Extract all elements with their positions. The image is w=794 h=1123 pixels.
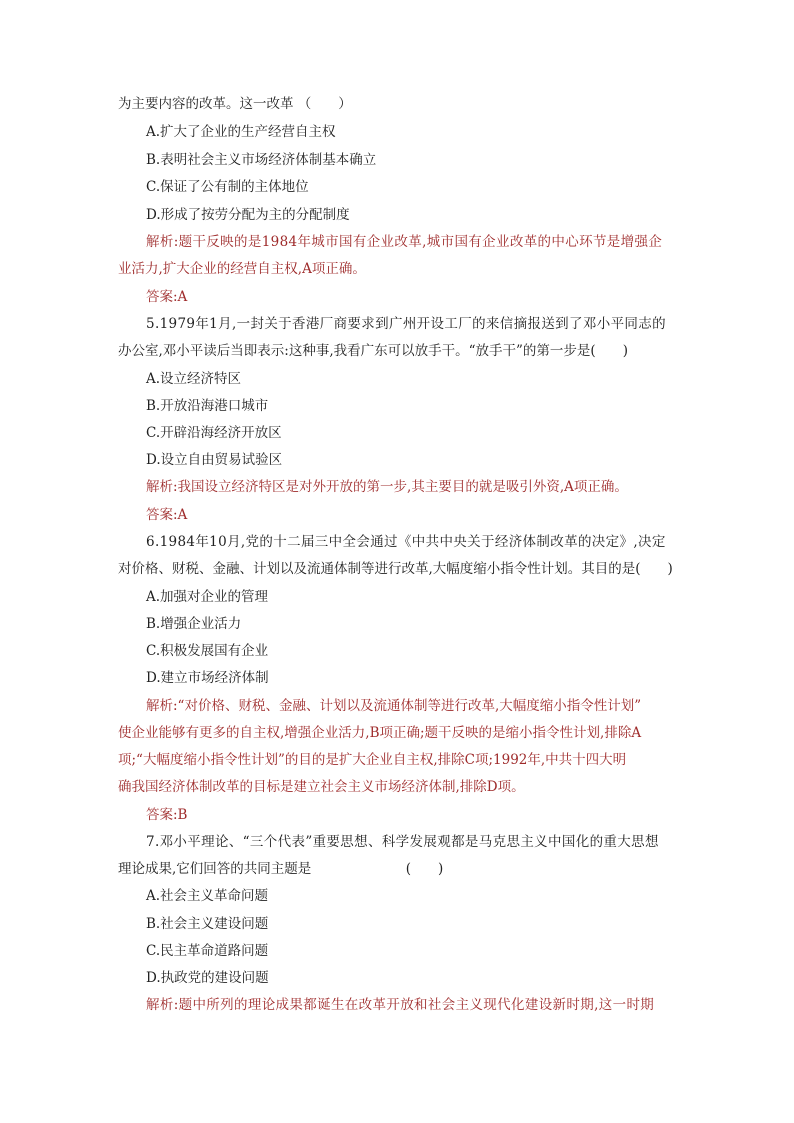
q6-stem-line: 6.1984年10月,党的十二届三中全会通过《中共中央关于经济体制改革的决定》,决定 xyxy=(146,534,666,550)
q6-analysis-line: 解析:“对价格、财税、金融、计划以及流通体制等进行改革,大幅度缩小指令性计划” xyxy=(146,698,642,714)
q7-option-d: D.执政党的建设问题 xyxy=(146,970,269,986)
q4-option-c: C.保证了公有制的主体地位 xyxy=(146,179,309,195)
q5-stem-line: 5.1979年1月,一封关于香港厂商要求到广州开设工厂的来信摘报送到了邓小平同志的 xyxy=(146,316,666,332)
q5-answer: 答案:A xyxy=(146,507,188,523)
q7-stem-line: 7.邓小平理论、“三个代表”重要思想、科学发展观都是马克思主义中国化的重大思想 xyxy=(146,834,659,850)
q7-stem-line: 理论成果,它们回答的共同主题是 ( ) xyxy=(118,861,444,877)
q5-option-b: B.开放沿海港口城市 xyxy=(146,398,269,414)
q6-option-c: C.积极发展国有企业 xyxy=(146,643,269,659)
q4-answer: 答案:A xyxy=(146,289,188,305)
q4-option-b: B.表明社会主义市场经济体制基本确立 xyxy=(146,152,377,168)
q7-option-c: C.民主革命道路问题 xyxy=(146,943,269,959)
q4-analysis-line: 业活力,扩大企业的经营自主权,A项正确。 xyxy=(118,261,366,277)
q4-analysis-line: 解析:题干反映的是1984年城市国有企业改革,城市国有企业改革的中心环节是增强企 xyxy=(146,234,663,250)
q5-stem-line: 办公室,邓小平读后当即表示:这种事,我看广东可以放手干。“放手干”的第一步是( ) xyxy=(118,343,628,359)
q6-option-a: A.加强对企业的管理 xyxy=(146,589,269,605)
q7-analysis-line: 解析:题中所列的理论成果都诞生在改革开放和社会主义现代化建设新时期,这一时期 xyxy=(146,997,655,1013)
q5-analysis-line: 解析:我国设立经济特区是对外开放的第一步,其主要目的就是吸引外资,A项正确。 xyxy=(146,479,628,495)
q4-option-d: D.形成了按劳分配为主的分配制度 xyxy=(146,207,350,223)
q6-analysis-line: 使企业能够有更多的自主权,增强企业活力,B项正确;题干反映的是缩小指令性计划,排除A xyxy=(118,725,642,741)
q6-option-d: D.建立市场经济体制 xyxy=(146,670,269,686)
q6-analysis-line: 项;“大幅度缩小指令性计划”的目的是扩大企业自主权,排除C项;1992年,中共十四大明 xyxy=(118,752,627,768)
q6-stem-line: 对价格、财税、金融、计划以及流通体制等进行改革,大幅度缩小指令性计划。其目的是( ) xyxy=(118,561,673,577)
q6-analysis-line: 确我国经济体制改革的目标是建立社会主义市场经济体制,排除D项。 xyxy=(118,779,525,795)
q6-answer: 答案:B xyxy=(146,807,188,823)
q6-option-b: B.增强企业活力 xyxy=(146,616,242,632)
q7-option-b: B.社会主义建设问题 xyxy=(146,916,269,932)
q5-option-a: A.设立经济特区 xyxy=(146,371,242,387)
q5-option-c: C.开辟沿海经济开放区 xyxy=(146,425,282,441)
q5-option-d: D.设立自由贸易试验区 xyxy=(146,452,283,468)
q4-option-a: A.扩大了企业的生产经营自主权 xyxy=(146,124,336,140)
q4-stem-tail: 为主要内容的改革。这一改革 （ ） xyxy=(118,96,352,112)
q7-option-a: A.社会主义革命问题 xyxy=(146,888,269,904)
